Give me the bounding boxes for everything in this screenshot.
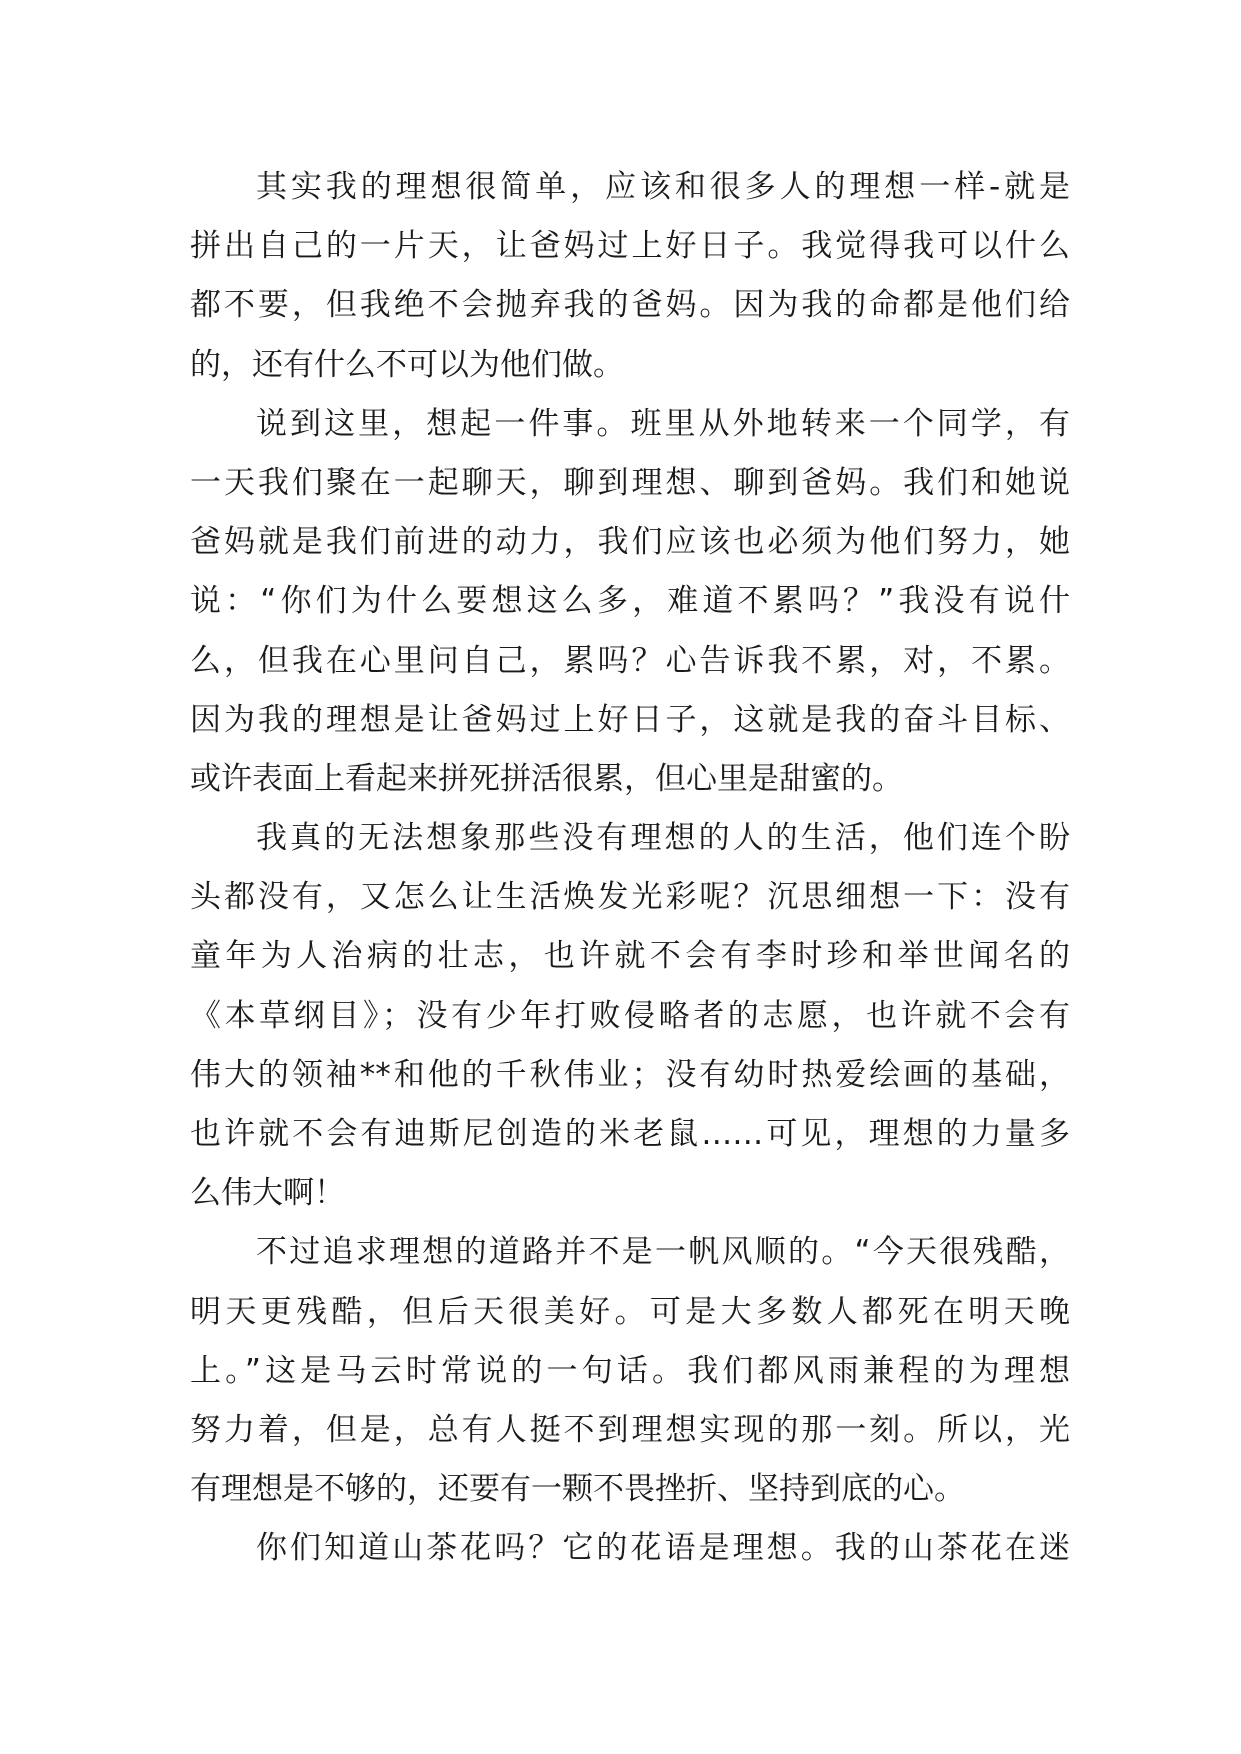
- text-line: 说：“你们为什么要想这么多，难道不累吗？”我没有说什: [190, 583, 1070, 620]
- text-line: 伟大的领袖**和他的千秋伟业；没有幼时热爱绘画的基础，: [190, 1056, 1070, 1093]
- text-line: 明天更残酷，但后天很美好。可是大多数人都死在明天晚: [190, 1293, 1070, 1330]
- paragraph: [190, 395, 1070, 809]
- text-line: 努力着，但是，总有人挺不到理想实现的那一刻。所以，光: [190, 1411, 1070, 1448]
- paragraph: [190, 158, 1070, 395]
- paragraph: [190, 1223, 1070, 1519]
- text-line: 头都没有，又怎么让生活焕发光彩呢？沉思细想一下：没有: [190, 879, 1070, 916]
- text-line: 拼出自己的一片天，让爸妈过上好日子。我觉得我可以什么: [190, 228, 1070, 265]
- text-line: 有理想是不够的，还要有一颗不畏挫折、坚持到底的心。: [190, 1471, 965, 1508]
- paragraph: [190, 809, 1070, 1223]
- text-line: 的，还有什么不可以为他们做。: [190, 346, 624, 383]
- text-line: 不过追求理想的道路并不是一帆风顺的。“今天很残酷，: [256, 1234, 1070, 1271]
- text-line: 因为我的理想是让爸妈过上好日子，这就是我的奋斗目标、: [190, 701, 1070, 738]
- text-line: 或许表面上看起来拼死拼活很累，但心里是甜蜜的。: [190, 760, 903, 797]
- text-line: 童年为人治病的壮志，也许就不会有李时珍和举世闻名的: [190, 938, 1070, 975]
- text-line: 上。”这是马云时常说的一句话。我们都风雨兼程的为理想: [190, 1352, 1070, 1389]
- text-line: 也许就不会有迪斯尼创造的米老鼠……可见，理想的力量多: [190, 1116, 1070, 1152]
- text-line: 我真的无法想象那些没有理想的人的生活，他们连个盼: [256, 820, 1070, 857]
- body-text: [190, 158, 1070, 1579]
- paragraph: [190, 1519, 1070, 1578]
- text-line: 你们知道山茶花吗？它的花语是理想。我的山茶花在迷: [256, 1530, 1070, 1567]
- text-line: 都不要，但我绝不会抛弃我的爸妈。因为我的命都是他们给: [190, 287, 1070, 324]
- text-line: 其实我的理想很简单，应该和很多人的理想一样-就是: [256, 169, 1070, 205]
- text-line: 说到这里，想起一件事。班里从外地转来一个同学，有: [256, 405, 1070, 442]
- text-line: 爸妈就是我们前进的动力，我们应该也必须为他们努力，她: [190, 524, 1070, 561]
- text-line: 么，但我在心里问自己，累吗？心告诉我不累，对，不累。: [190, 642, 1070, 679]
- text-line: 一天我们聚在一起聊天，聊到理想、聊到爸妈。我们和她说: [190, 464, 1070, 501]
- text-line: 《本草纲目》；没有少年打败侵略者的志愿，也许就不会有: [190, 997, 1070, 1034]
- text-line: 么伟大啊！: [190, 1175, 345, 1212]
